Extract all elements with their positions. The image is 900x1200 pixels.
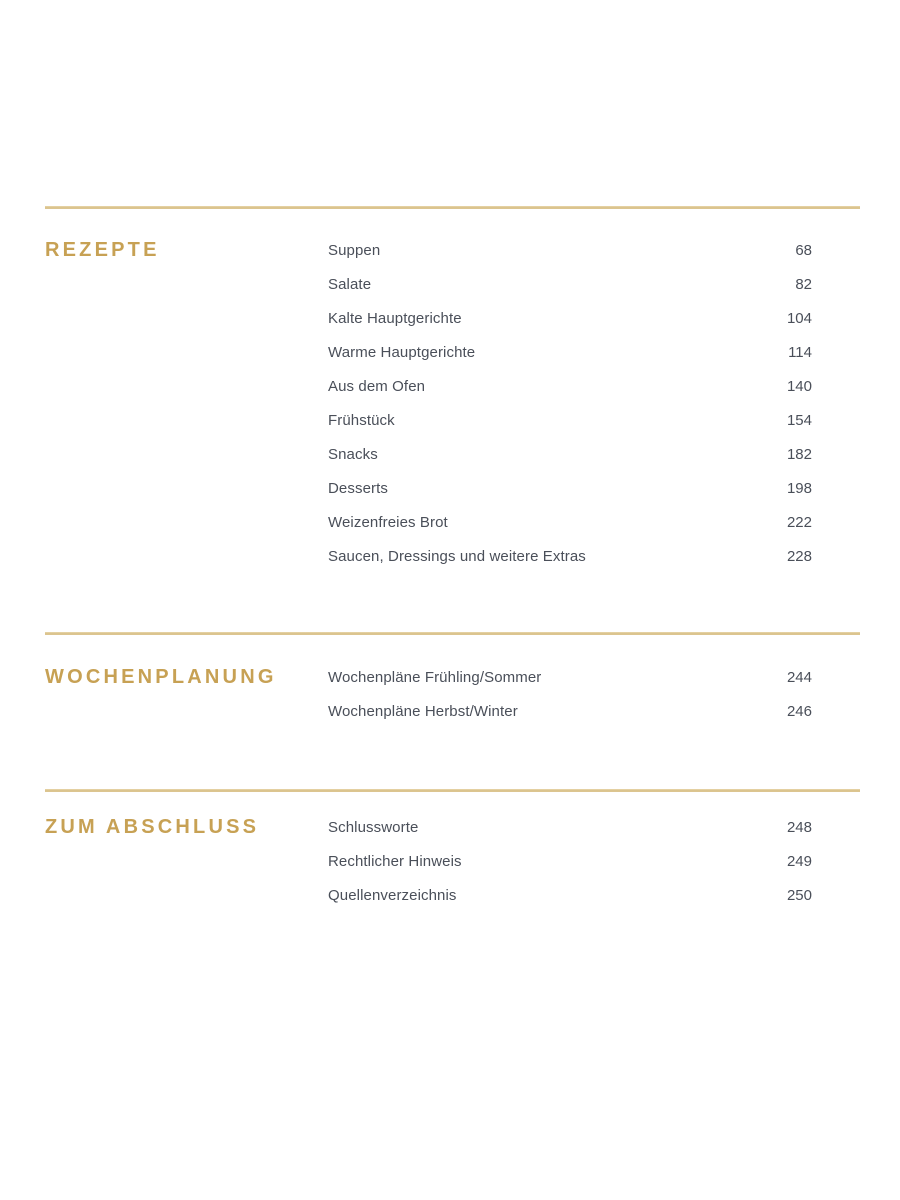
toc-entry-page: 68 [795,241,812,259]
toc-entry-page: 246 [786,702,812,720]
toc-entry-label: Kalte Hauptgerichte [328,309,462,327]
section-title-wochenplanung: WOCHENPLANUNG [45,666,277,688]
toc-row[interactable] [328,844,812,878]
toc-row[interactable] [328,694,812,728]
toc-row[interactable] [328,403,812,437]
section-divider-line [45,789,860,792]
section-divider-line [45,632,860,635]
entry-list [328,810,860,912]
entry-list [328,233,860,573]
toc-entry-label: Warme Hauptgerichte [328,343,476,361]
toc-entry-page: 249 [786,852,812,870]
toc-entry-label: Frühstück [328,411,395,429]
toc-entry-label: Snacks [328,445,378,463]
toc-row[interactable] [328,878,812,912]
toc-row[interactable] [328,471,812,505]
toc-entry-label: Weizenfreies Brot [328,513,448,531]
toc-entry-label: Wochenpläne Herbst/Winter [328,702,518,720]
toc-entry-page: 182 [786,445,812,463]
toc-row[interactable] [328,301,812,335]
toc-entry-page: 154 [786,411,812,429]
toc-row[interactable] [328,539,812,573]
toc-entry-page: 228 [786,547,812,565]
toc-entry-label: Saucen, Dressings und weitere Extras [328,547,586,565]
toc-row[interactable] [328,267,812,301]
toc-row[interactable] [328,335,812,369]
toc-row[interactable] [328,369,812,403]
section-rezepte [45,206,860,573]
toc-entry-page: 248 [786,818,812,836]
toc-entry-label: Salate [328,275,372,293]
toc-row[interactable] [328,505,812,539]
section-wochenplanung [45,632,860,728]
toc-row[interactable] [328,233,812,267]
section-title-rezepte: REZEPTE [45,239,160,261]
toc-entry-label: Wochenpläne Frühling/Sommer [328,668,542,686]
toc-entry-page: 222 [786,513,812,531]
toc-entry-page: 82 [795,275,812,293]
toc-entry-label: Suppen [328,241,381,259]
toc-entry-label: Rechtlicher Hinweis [328,852,462,870]
toc-entry-page: 114 [788,343,812,361]
toc-entry-label: Quellenverzeichnis [328,886,457,904]
entry-list [328,660,860,728]
toc-row[interactable] [328,660,812,694]
toc-row[interactable] [328,810,812,844]
toc-entry-label: Desserts [328,479,388,497]
section-divider-line [45,206,860,209]
table-of-contents [45,206,860,912]
toc-entry-page: 104 [786,309,812,327]
toc-entry-page: 198 [786,479,812,497]
toc-entry-page: 250 [786,886,812,904]
section-title-zum-abschluss: ZUM ABSCHLUSS [45,816,260,838]
toc-entry-label: Aus dem Ofen [328,377,426,395]
toc-row[interactable] [328,437,812,471]
section-zum-abschluss [45,789,860,912]
toc-entry-page: 244 [786,668,812,686]
toc-entry-label: Schlussworte [328,818,419,836]
toc-entry-page: 140 [786,377,812,395]
